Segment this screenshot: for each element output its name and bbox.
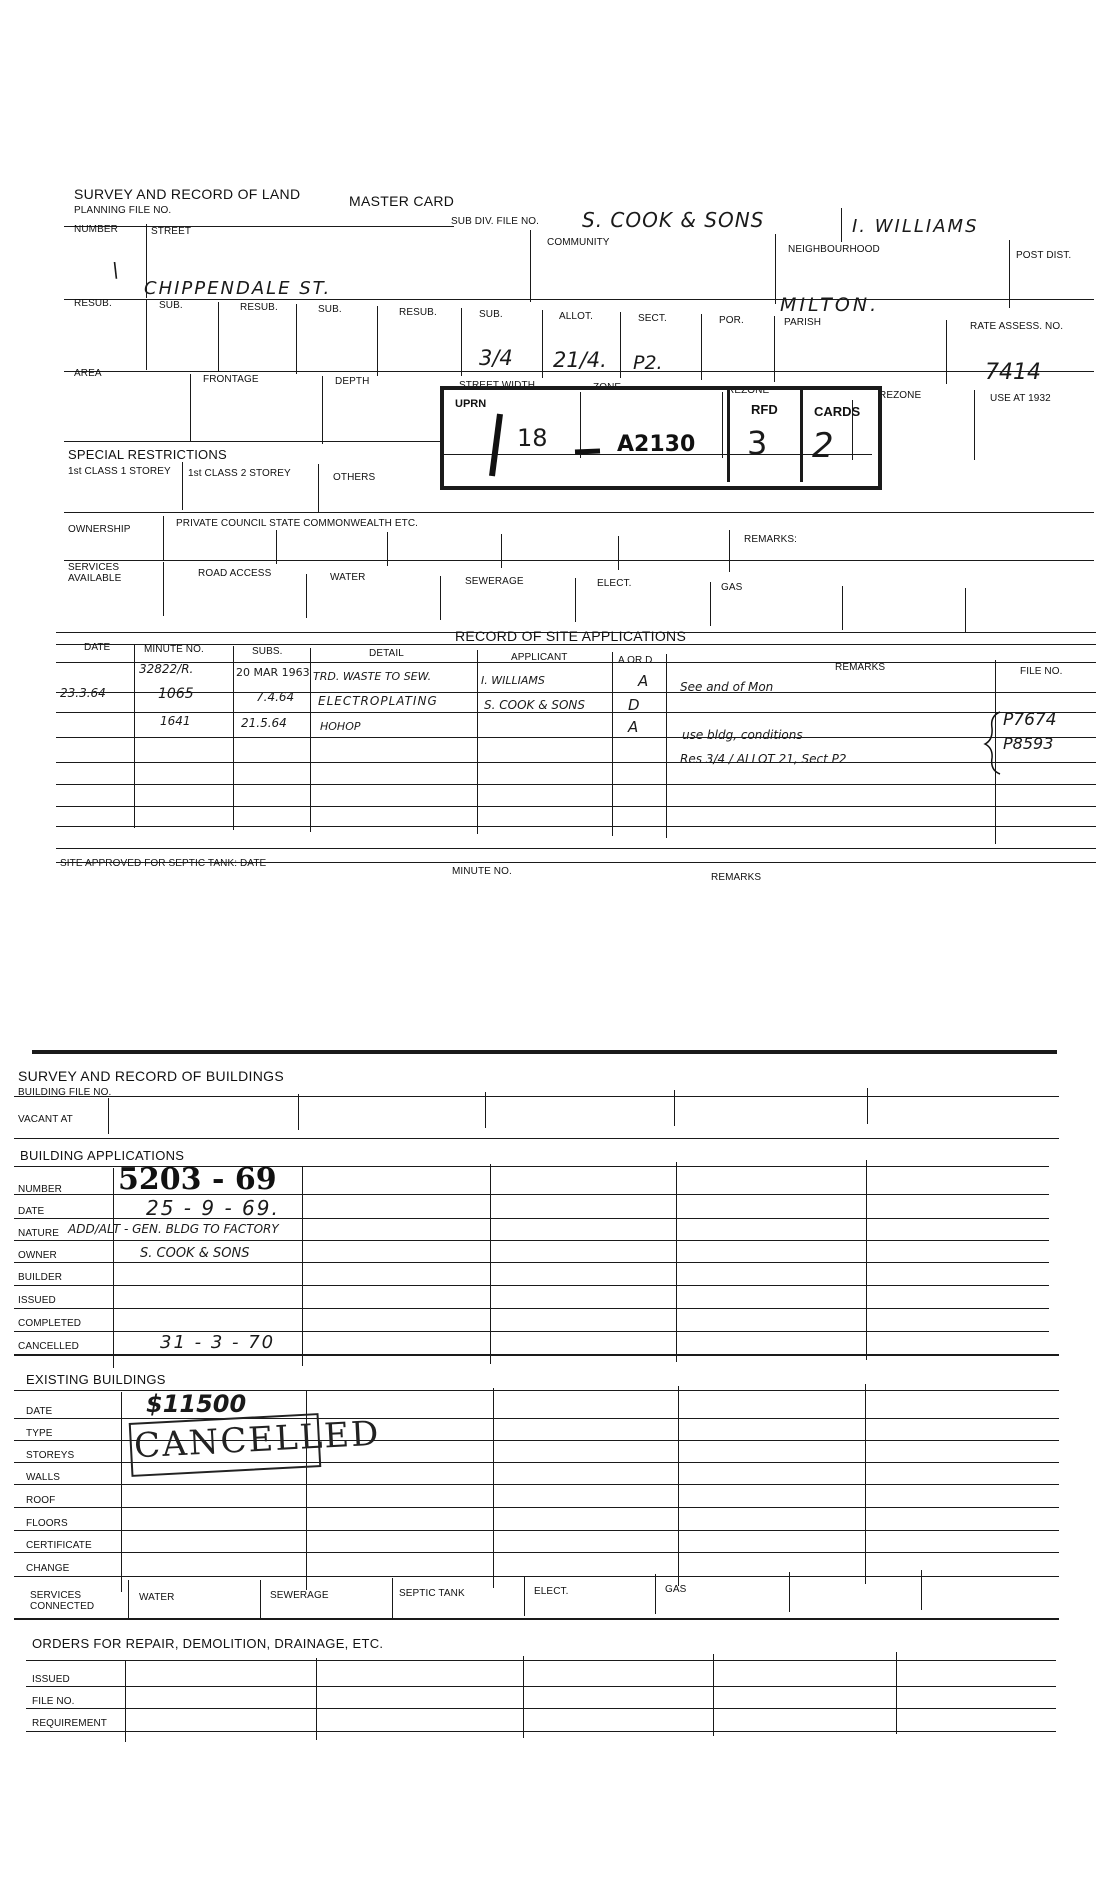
number-value: \ (112, 258, 119, 282)
septic-minute-label: MINUTE NO. (452, 866, 512, 877)
app-owner-value: S. COOK & SONS (140, 1246, 250, 1261)
col-minute: MINUTE NO. (144, 644, 204, 655)
class1-label: 1st CLASS 1 STOREY (68, 466, 171, 477)
app-nature-label: NATURE (18, 1228, 59, 1239)
street-label: STREET (151, 226, 192, 237)
sect-label: SECT. (638, 313, 667, 324)
row3-remarks: use bldg, conditions (682, 728, 803, 742)
row2-minute: 1065 (158, 686, 194, 702)
app-owner-label: OWNER (18, 1250, 57, 1261)
street-value: CHIPPENDALE ST. (144, 278, 332, 299)
class2-label: 1st CLASS 2 STOREY (188, 468, 291, 479)
app-number-label: NUMBER (18, 1184, 62, 1195)
row2-file: P7674 (1003, 710, 1057, 730)
orders-requirement-label: REQUIREMENT (32, 1718, 107, 1729)
row2-detail: ELECTROPLATING (318, 694, 438, 708)
service-sewerage: SEWERAGE (465, 576, 524, 587)
street-width-label: STREET WIDTH (459, 380, 536, 391)
rezone-label: REZONE (727, 385, 770, 396)
app-nature-value: ADD/ALT - GEN. BLDG TO FACTORY (68, 1222, 279, 1236)
col-remarks: REMARKS (835, 662, 886, 673)
vacant-at-label: VACANT AT (18, 1114, 73, 1125)
service-road-access: ROAD ACCESS (198, 568, 272, 579)
subdiv-file-label: SUB DIV. FILE NO. (451, 216, 540, 227)
row3-aord: A (628, 718, 639, 736)
app-number-value: 5203 - 69 (118, 1162, 277, 1197)
row1-aord: A (638, 672, 649, 690)
neighbourhood-label: NEIGHBOURHOOD (788, 244, 880, 255)
col-date: DATE (84, 642, 111, 653)
orders-file-label: FILE NO. (32, 1696, 75, 1707)
septic-label: SITE APPROVED FOR SEPTIC TANK: DATE (60, 858, 267, 869)
existing-date-label: DATE (26, 1406, 53, 1417)
uprn-value: 18 (517, 424, 548, 452)
col-applicant: APPLICANT (511, 652, 568, 663)
orders-title: ORDERS FOR REPAIR, DEMOLITION, DRAINAGE, ETC. (32, 1636, 384, 1651)
resub-label-2: RESUB. (240, 302, 278, 313)
sub-label-1: SUB. (159, 300, 183, 311)
top-right-note: I. WILLIAMS (852, 216, 979, 237)
existing-certificate-label: CERTIFICATE (26, 1540, 92, 1551)
por-label: POR. (719, 315, 744, 326)
building-apps-title: BUILDING APPLICATIONS (20, 1148, 185, 1163)
col-a-or-d: A OR D (618, 655, 653, 666)
ownership-options: PRIVATE COUNCIL STATE COMMONWEALTH ETC. (176, 518, 419, 529)
number-label: NUMBER (74, 224, 118, 235)
sub-value: 3/4 (479, 346, 513, 370)
row4-remarks: Res 3/4 / ALLOT 21, Sect P2 (680, 752, 847, 766)
rezone-label-2: REZONE (879, 390, 922, 401)
septic-remarks-label: REMARKS (711, 872, 762, 883)
existing-value: $11500 (146, 1390, 247, 1418)
services-available-label: SERVICES AVAILABLE (68, 562, 122, 584)
building-card-title: SURVEY AND RECORD OF BUILDINGS (18, 1068, 284, 1084)
app-completed-label: COMPLETED (18, 1318, 82, 1329)
row3-subs: 21.5.64 (241, 716, 287, 730)
connected-septic: SEPTIC TANK (399, 1588, 465, 1599)
master-card-label: MASTER CARD (349, 193, 455, 209)
existing-storeys-label: STOREYS (26, 1450, 75, 1461)
row2-subs: 7.4.64 (256, 690, 295, 704)
sect-value: P2. (633, 352, 663, 374)
col-file: FILE NO. (1020, 666, 1063, 677)
service-elect: ELECT. (597, 578, 632, 589)
app-issued-label: ISSUED (18, 1295, 56, 1306)
rate-assess-value: 7414 (985, 360, 1041, 385)
row3-file: P8593 (1003, 734, 1054, 753)
row3-detail: HOHOP (320, 720, 361, 733)
services-connected-label: SERVICES CONNECTED (30, 1590, 95, 1612)
post-dist-label: POST DIST. (1016, 250, 1072, 261)
land-card-title: SURVEY AND RECORD OF LAND (74, 186, 301, 202)
col-subs: SUBS. (252, 646, 283, 657)
allot-label: ALLOT. (559, 311, 593, 322)
row1-remarks: See and of Mon (680, 680, 774, 694)
service-water: WATER (330, 572, 366, 583)
neighbourhood-value: MILTON. (780, 294, 880, 316)
sub-label-3: SUB. (479, 309, 503, 320)
row2-applicant: S. COOK & SONS (484, 698, 586, 712)
zone-label: ZONE (593, 382, 622, 393)
existing-buildings-title: EXISTING BUILDINGS (26, 1372, 166, 1387)
existing-change-label: CHANGE (26, 1563, 70, 1574)
ownership-label: OWNERSHIP (68, 524, 131, 535)
col-detail: DETAIL (369, 648, 404, 659)
cancelled-stamp-text: CANCELLED (133, 1413, 382, 1467)
subdiv-file-value: S. COOK & SONS (582, 208, 765, 232)
orders-issued-label: ISSUED (32, 1674, 70, 1685)
row1-subs: 20 MAR 1963 (236, 666, 310, 679)
row1-detail: TRD. WASTE TO SEW. (313, 670, 432, 683)
use-label: USE AT 1932 (990, 393, 1051, 404)
connected-water: WATER (139, 1592, 175, 1603)
row1-minute: 32822/R. (139, 662, 194, 676)
community-label: COMMUNITY (547, 237, 610, 248)
connected-elect: ELECT. (534, 1586, 569, 1597)
others-label: OTHERS (333, 472, 376, 483)
app-builder-label: BUILDER (18, 1272, 63, 1283)
app-date-value: 25 - 9 - 69. (146, 1196, 280, 1220)
service-gas: GAS (721, 582, 743, 593)
frontage-label: FRONTAGE (203, 374, 259, 385)
app-cancelled-value: 31 - 3 - 70 (160, 1332, 276, 1353)
uprn-label: UPRN (455, 398, 487, 410)
site-apps-title: RECORD OF SITE APPLICATIONS (455, 628, 687, 644)
allot-value: 21/4. (553, 348, 607, 372)
uprn-suffix: A2130 (617, 432, 696, 457)
special-restrictions-label: SPECIAL RESTRICTIONS (68, 447, 227, 462)
rate-assess-label: RATE ASSESS. NO. (970, 321, 1064, 332)
app-date-label: DATE (18, 1206, 45, 1217)
existing-roof-label: ROOF (26, 1495, 56, 1506)
cards-label: CARDS (814, 404, 861, 419)
row3-minute: 1641 (160, 714, 191, 728)
row1-applicant: I. WILLIAMS (481, 674, 545, 687)
ownership-remarks-label: REMARKS: (744, 534, 798, 545)
connected-sewerage: SEWERAGE (270, 1590, 329, 1601)
app-cancelled-label: CANCELLED (18, 1341, 79, 1352)
existing-floors-label: FLOORS (26, 1518, 68, 1529)
area-label: AREA (74, 368, 102, 379)
resub-label-3: RESUB. (399, 307, 437, 318)
resub-label-1: RESUB. (74, 298, 112, 309)
connected-gas: GAS (665, 1584, 687, 1595)
building-file-label: BUILDING FILE NO. (18, 1087, 112, 1098)
parish-label: PARISH (784, 317, 822, 328)
rfd-label: RFD (751, 402, 778, 417)
rfd-value: 3 (747, 424, 768, 462)
planning-file-label: PLANNING FILE NO. (74, 205, 172, 216)
depth-label: DEPTH (335, 376, 370, 387)
row2-aord: D (628, 696, 640, 714)
existing-walls-label: WALLS (26, 1472, 61, 1483)
row2-date: 23.3.64 (60, 686, 106, 700)
sub-label-2: SUB. (318, 304, 342, 315)
cards-value: 2 (812, 426, 834, 466)
existing-type-label: TYPE (26, 1428, 53, 1439)
